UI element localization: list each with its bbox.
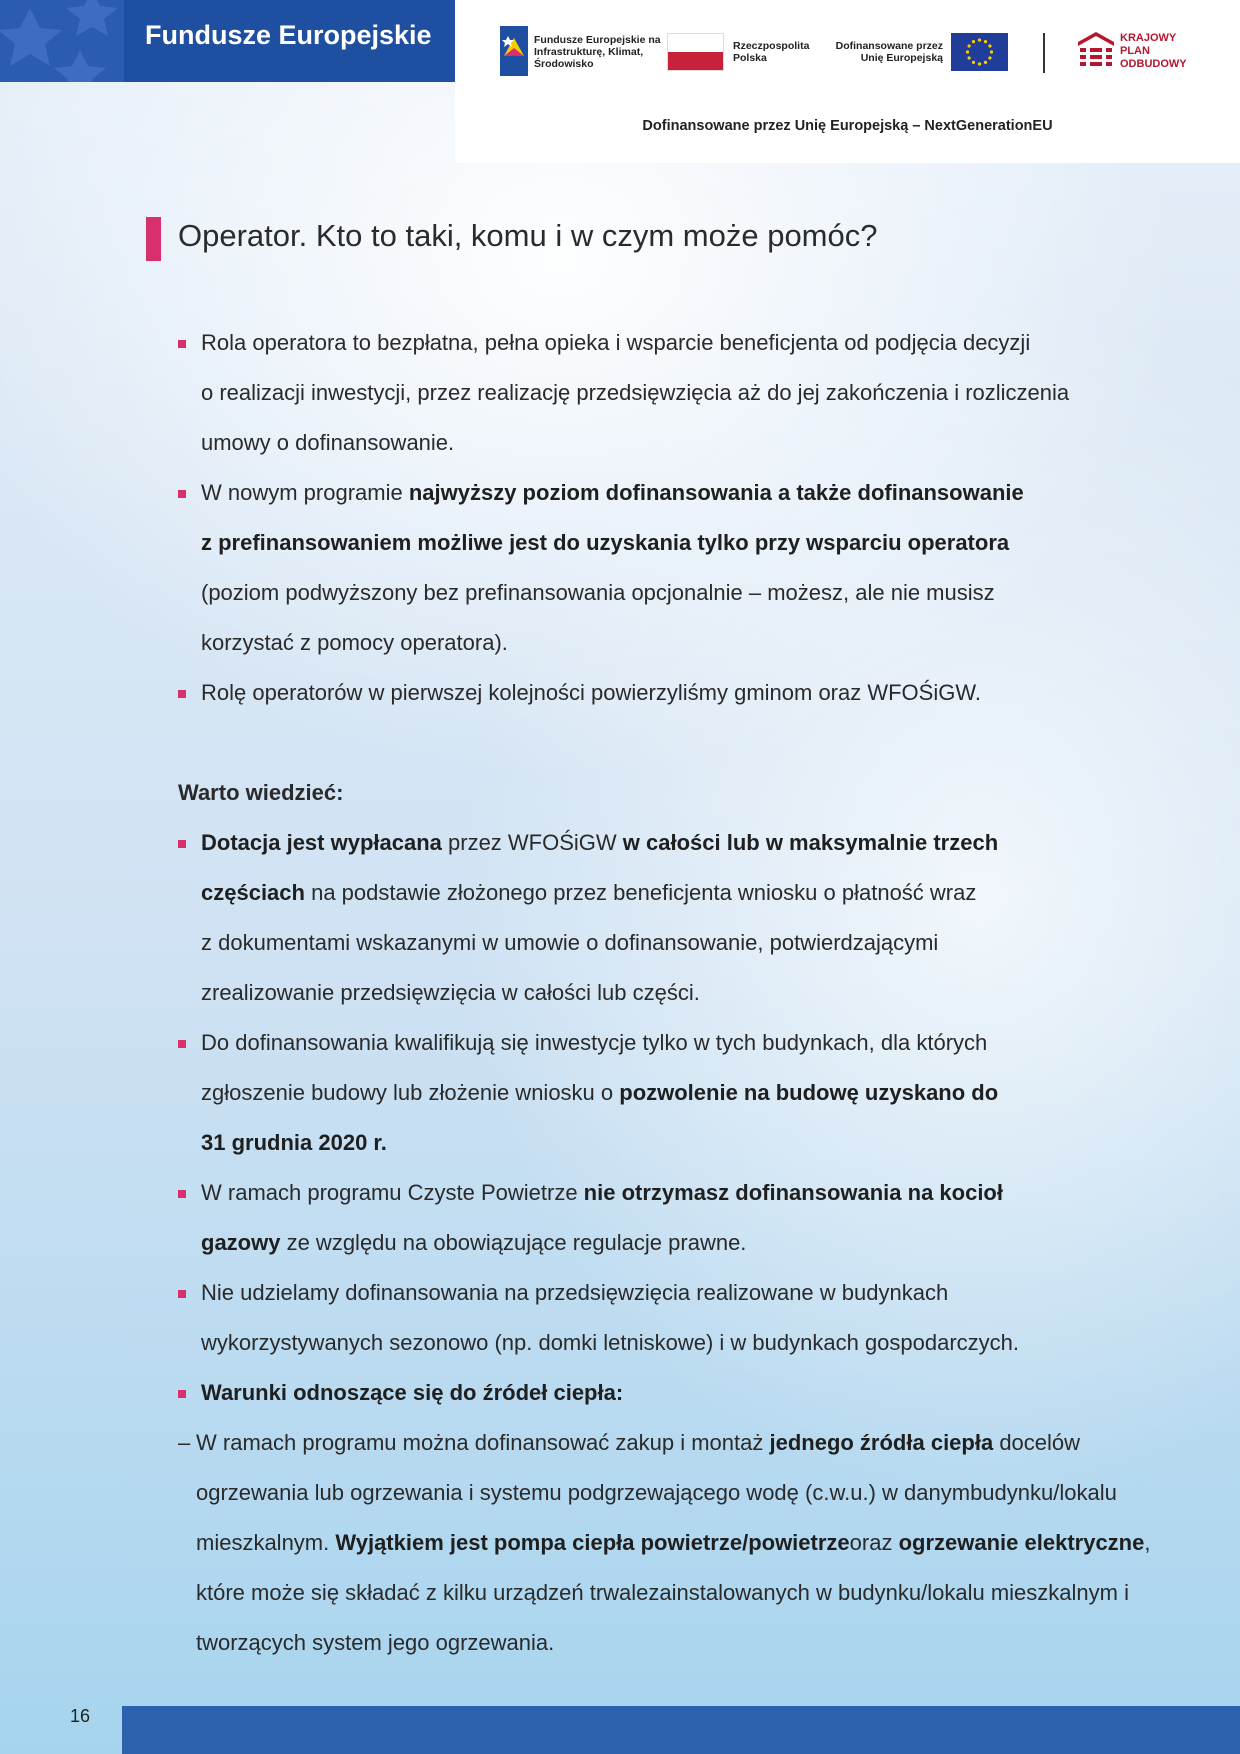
text-segment: , które może się składać z kilku urządzeń trwale bbox=[196, 1530, 1151, 1605]
text-line bbox=[201, 1318, 1178, 1368]
text-segment: do bbox=[993, 1430, 1024, 1455]
heading-accent-bar bbox=[146, 217, 161, 261]
text-line bbox=[201, 868, 1178, 918]
bold-text-segment: najwyższy poziom dofinansowania a także dofinansowanie bbox=[408, 480, 1024, 505]
bold-text-segment: jednego źródła ciepła bbox=[769, 1430, 994, 1455]
bold-text-segment: nie otrzymasz dofinansowania na kocioł bbox=[583, 1180, 1003, 1205]
text-line bbox=[201, 1368, 1178, 1418]
text-segment: zgłoszenie budowy lub złożenie wniosku o bbox=[201, 1080, 620, 1105]
text-line bbox=[201, 1168, 1178, 1218]
list-item bbox=[178, 318, 1178, 468]
operator-bullet-list bbox=[178, 318, 1178, 718]
text-segment: W ramach programu Czyste Powietrze bbox=[201, 1180, 584, 1205]
bold-text-segment: Dotacja jest wypłacana bbox=[201, 830, 442, 855]
text-segment: Rola operatora to bezpłatna, pełna opieka i wsparcie beneficjenta od podjęcia decyzji bbox=[201, 330, 1031, 355]
text-line bbox=[201, 818, 1178, 868]
text-line bbox=[201, 1018, 1178, 1068]
bold-text-segment: z prefinansowaniem możliwe jest do uzyskania tylko przy wsparciu operatora bbox=[201, 530, 1010, 555]
logo-fundusze-infrastruktura bbox=[500, 26, 680, 76]
logo-kpo-text: KRAJOWY PLAN ODBUDOWY bbox=[1120, 32, 1187, 70]
list-item bbox=[178, 1268, 1178, 1368]
square-bullet-icon bbox=[178, 340, 186, 348]
text-line bbox=[201, 968, 1178, 1018]
text-line bbox=[201, 618, 1178, 668]
text-segment: W ramach programu można dofinansować zakup i montaż bbox=[196, 1430, 770, 1455]
spacer bbox=[178, 718, 1178, 768]
text-line bbox=[201, 418, 1178, 468]
bold-text-segment: pozwolenie na budowę uzyskano do bbox=[619, 1080, 999, 1105]
text-line bbox=[201, 1218, 1178, 1268]
text-line bbox=[201, 1068, 1178, 1118]
text-segment: (poziom podwyższony bez prefinansowania opcjonalnie – możesz, ale nie musisz bbox=[201, 580, 995, 605]
text-segment: celów ogrzewania lub ogrzewania i systemu podgrzewającego wodę (c.w.u.) w danym bbox=[196, 1430, 1081, 1505]
text-segment: zrealizowanie przedsięwzięcia w całości lub części. bbox=[201, 980, 700, 1005]
text-line bbox=[201, 318, 1178, 368]
content bbox=[178, 318, 1178, 1668]
text-line bbox=[201, 568, 1178, 618]
text-line bbox=[201, 918, 1178, 968]
text-line bbox=[196, 1430, 1024, 1455]
next-generation-eu-line: Dofinansowane przez Unię Europejską – NextGenerationEU bbox=[642, 118, 1053, 134]
list-item bbox=[178, 668, 1178, 718]
logo-fe-text: Fundusze Europejskie na Infrastrukturę, Klimat, Środowisko bbox=[534, 34, 661, 70]
bold-text-segment: w całości lub w maksymalnie trzech bbox=[622, 830, 999, 855]
square-bullet-icon bbox=[178, 1040, 186, 1048]
list-item bbox=[178, 468, 1178, 668]
brand-band bbox=[0, 0, 455, 82]
logo-pl-text: Rzeczpospolita Polska bbox=[733, 40, 810, 64]
square-bullet-icon bbox=[178, 1190, 186, 1198]
text-segment: ze względu na obowiązujące regulacje prawne. bbox=[280, 1230, 747, 1255]
page-number: 16 bbox=[70, 1706, 91, 1726]
text-segment: korzystać z pomocy operatora). bbox=[201, 630, 508, 655]
logo-eu-text: Dofinansowane przez Unię Europejską bbox=[835, 40, 943, 64]
heat-source-sub-item bbox=[178, 1418, 1178, 1668]
text-line bbox=[201, 1118, 1178, 1168]
square-bullet-icon bbox=[178, 1290, 186, 1298]
bold-text-segment: Warunki odnoszące się do źródeł ciepła: bbox=[201, 1380, 624, 1405]
logo-rzeczpospolita bbox=[667, 33, 827, 73]
stars-decoration-icon bbox=[0, 0, 124, 82]
square-bullet-icon bbox=[178, 690, 186, 698]
bold-text-segment: ogrzewanie elektryczne bbox=[898, 1530, 1145, 1555]
text-segment: zainstalowanych w budynku/lokalu mieszkalnym i tworzących system jego ogrzewania. bbox=[196, 1580, 1129, 1655]
dash-marker: – bbox=[178, 1430, 191, 1455]
bold-text-segment: gazowy bbox=[201, 1230, 281, 1255]
text-line bbox=[201, 468, 1178, 518]
text-line bbox=[201, 1268, 1178, 1318]
text-line bbox=[201, 368, 1178, 418]
text-segment: Rolę operatorów w pierwszej kolejności powierzyliśmy gminom oraz WFOŚiGW. bbox=[201, 680, 982, 705]
text-line bbox=[201, 518, 1178, 568]
brand-title: Fundusze Europejskie bbox=[145, 20, 432, 50]
eu-flag-icon bbox=[951, 33, 1008, 71]
text-segment: budynku/lokalu mieszkalnym. bbox=[196, 1480, 1117, 1555]
logo-panel bbox=[455, 0, 1240, 163]
page-title: Operator. Kto to taki, komu i w czym może pomóc? bbox=[178, 218, 878, 253]
bold-text-segment: częściach bbox=[201, 880, 305, 905]
text-segment: Do dofinansowania kwalifikują się inwestycje tylko w tych budynkach, dla których bbox=[201, 1030, 988, 1055]
square-bullet-icon bbox=[178, 490, 186, 498]
text-segment: z dokumentami wskazanymi w umowie o dofinansowanie, potwierdzającymi bbox=[201, 930, 939, 955]
bold-text-segment: Wyjątkiem jest pompa ciepła powietrze/powietrze bbox=[335, 1530, 850, 1555]
footer-band bbox=[122, 1706, 1240, 1754]
kpo-mark-icon bbox=[1078, 32, 1114, 72]
square-bullet-icon bbox=[178, 1390, 186, 1398]
text-segment: przez WFOŚiGW bbox=[441, 830, 623, 855]
square-bullet-icon bbox=[178, 840, 186, 848]
polish-flag-icon bbox=[667, 33, 724, 71]
text-segment: na podstawie złożonego przez beneficjenta wniosku o płatność wraz bbox=[304, 880, 977, 905]
logo-eu bbox=[830, 33, 1008, 73]
text-segment: W nowym programie bbox=[201, 480, 409, 505]
logo-kpo bbox=[1078, 30, 1218, 75]
list-item bbox=[178, 818, 1178, 1018]
text-segment: oraz bbox=[849, 1530, 899, 1555]
text-segment: Nie udzielamy dofinansowania na przedsięwzięcia realizowane w budynkach bbox=[201, 1280, 949, 1305]
list-item bbox=[178, 1168, 1178, 1268]
list-item bbox=[178, 1368, 1178, 1418]
text-segment: umowy o dofinansowanie. bbox=[201, 430, 455, 455]
text-segment: wykorzystywanych sezonowo (np. domki letniskowe) i w budynkach gospodarczych. bbox=[201, 1330, 1020, 1355]
logo-divider bbox=[1043, 33, 1045, 73]
text-segment: o realizacji inwestycji, przez realizację przedsięwzięcia aż do jej zakończenia i rozliczenia bbox=[201, 380, 1070, 405]
good-to-know-bullet-list bbox=[178, 818, 1178, 1418]
list-item bbox=[178, 1018, 1178, 1168]
text-line bbox=[201, 668, 1178, 718]
fe-flag-icon bbox=[500, 26, 528, 76]
good-to-know-heading: Warto wiedzieć: bbox=[178, 780, 344, 805]
bold-text-segment: 31 grudnia 2020 r. bbox=[201, 1130, 387, 1155]
